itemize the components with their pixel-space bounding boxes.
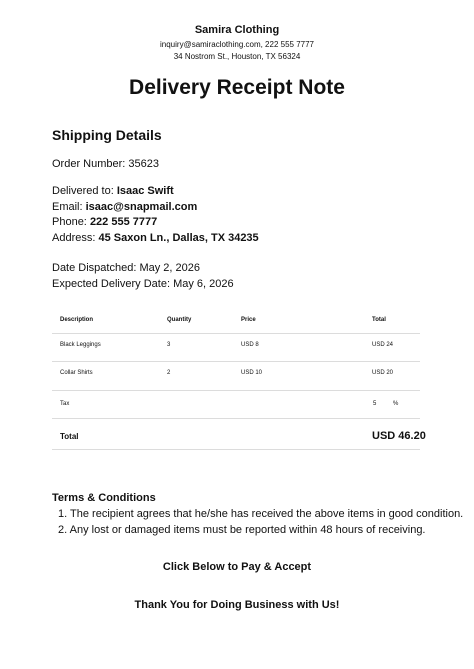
address-line bbox=[52, 232, 259, 244]
list-item-text: The recipient agrees that he/she has received the above items in good condition. bbox=[70, 508, 464, 520]
order-number-line bbox=[52, 158, 159, 170]
email-line bbox=[52, 201, 197, 213]
cell-quantity: 3 bbox=[167, 342, 171, 348]
company-address: 34 Nostrom St., Houston, TX 56324 bbox=[173, 52, 301, 61]
cell-price: USD 8 bbox=[241, 342, 259, 348]
order-number-label: Order Number: bbox=[52, 158, 126, 170]
column-header-price: Price bbox=[241, 317, 256, 323]
terms-heading: Terms & Conditions bbox=[52, 492, 156, 504]
column-header-quantity: Quantity bbox=[167, 317, 192, 323]
dispatched-label: Date Dispatched: bbox=[52, 262, 137, 274]
thank-you-note: Thank You for Doing Business with Us! bbox=[134, 599, 340, 611]
cell-quantity: 2 bbox=[167, 370, 171, 376]
list-item-number: 2. bbox=[58, 524, 68, 536]
company-contact: inquiry@samiraclothing.com, 222 555 7777 bbox=[160, 40, 314, 49]
dispatched-line bbox=[52, 262, 200, 274]
expected-delivery-line bbox=[52, 278, 234, 290]
table-divider bbox=[52, 449, 420, 450]
table-divider bbox=[52, 333, 420, 334]
email-value: isaac@snapmail.com bbox=[85, 201, 198, 213]
cell-description: Collar Shirts bbox=[60, 370, 93, 376]
list-item bbox=[58, 524, 426, 536]
cell-total: USD 24 bbox=[372, 342, 394, 348]
total-value: USD 46.20 bbox=[372, 430, 426, 442]
delivered-to-value: Isaac Swift bbox=[116, 185, 174, 197]
phone-label: Phone: bbox=[52, 216, 87, 228]
address-label: Address: bbox=[52, 232, 96, 244]
shipping-details-heading: Shipping Details bbox=[52, 127, 162, 143]
cell-total: USD 20 bbox=[372, 370, 394, 376]
expected-delivery-value: May 6, 2026 bbox=[173, 278, 234, 290]
delivered-to-line bbox=[52, 185, 174, 197]
column-header-description: Description bbox=[60, 317, 94, 323]
address-value: 45 Saxon Ln., Dallas, TX 34235 bbox=[98, 232, 259, 244]
list-item bbox=[58, 508, 463, 520]
table-divider bbox=[52, 418, 420, 419]
column-header-total: Total bbox=[372, 317, 386, 323]
tax-unit: % bbox=[393, 401, 399, 407]
tax-label: Tax bbox=[60, 401, 70, 407]
list-item-number: 1. bbox=[58, 508, 68, 520]
table-divider bbox=[52, 361, 420, 362]
pay-accept-prompt: Click Below to Pay & Accept bbox=[162, 561, 312, 573]
dispatched-value: May 2, 2026 bbox=[139, 262, 200, 274]
order-number-value: 35623 bbox=[128, 158, 160, 170]
cell-description: Black Leggings bbox=[60, 342, 101, 348]
document-title: Delivery Receipt Note bbox=[129, 76, 345, 99]
tax-value: 5 bbox=[373, 401, 377, 407]
cell-price: USD 10 bbox=[241, 370, 263, 376]
list-item-text: Any lost or damaged items must be reported within 48 hours of receiving. bbox=[69, 524, 426, 536]
expected-delivery-label: Expected Delivery Date: bbox=[52, 278, 170, 290]
delivered-to-label: Delivered to: bbox=[52, 185, 114, 197]
table-divider bbox=[52, 390, 420, 391]
company-name: Samira Clothing bbox=[194, 24, 280, 36]
total-label: Total bbox=[60, 432, 79, 441]
phone-line bbox=[52, 216, 157, 228]
phone-value: 222 555 7777 bbox=[89, 216, 158, 228]
email-label: Email: bbox=[52, 201, 83, 213]
